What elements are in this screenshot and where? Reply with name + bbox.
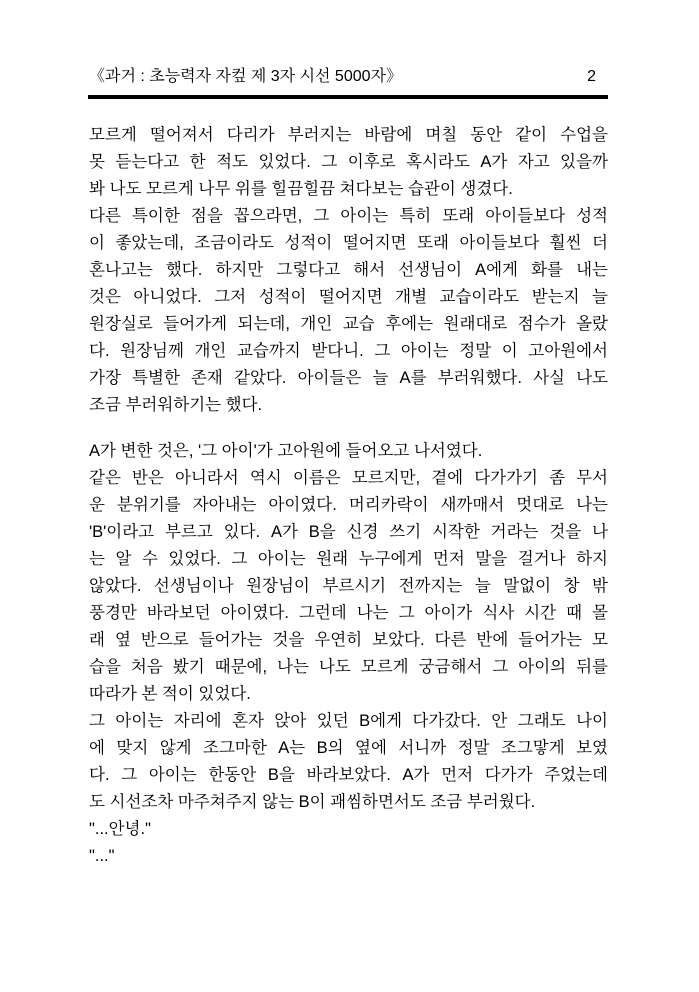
text-line: 도 시선조차 마주쳐주지 않는 B이 괘씸하면서도 조금 부러웠다. [89, 793, 536, 811]
page-number: 2 [587, 68, 596, 85]
text-line: "...안녕." [89, 820, 151, 838]
text-line: 조금 부러워하기는 했다. [89, 396, 263, 414]
text-line: 혼나고는 했다. 하지만 그렇다고 해서 선생님이 A에게 화를 내는 [89, 261, 608, 279]
text-line: A가 변한 것은, '그 아이'가 고아원에 들어오고 나서였다. [89, 442, 483, 460]
text-line: 그 아이는 자리에 혼자 앉아 있던 B에게 다가갔다. 안 그래도 나이 [89, 712, 608, 730]
header-divider [88, 95, 608, 99]
text-line: 다. 그 아이는 한동안 B을 바라보았다. A가 먼저 다가가 주었는데 [89, 766, 608, 784]
text-line: 는 알 수 있었다. 그 아이는 원래 누구에게 먼저 말을 걸거나 하지 [89, 550, 608, 568]
text-line: 같은 반은 아니라서 역시 이름은 모르지만, 곁에 다가가기 좀 무서 [89, 469, 608, 487]
text-line: 것은 아니었다. 그저 성적이 떨어지면 개별 교습이라도 받는지 늘 [89, 288, 608, 306]
text-line: 모르게 떨어져서 다리가 부러지는 바람에 며칠 동안 같이 수업을 [89, 126, 608, 144]
text-line: 에 맞지 않게 조그마한 A는 B의 옆에 서니까 정말 조그맣게 보였 [89, 739, 608, 757]
text-line: 다른 특이한 점을 꼽으라면, 그 아이는 특히 또래 아이들보다 성적 [89, 207, 608, 225]
document-body [89, 122, 608, 870]
document-header [89, 66, 608, 88]
text-line: 봐 나도 모르게 나무 위를 힐끔힐끔 쳐다보는 습관이 생겼다. [89, 180, 513, 198]
text-line: 습을 처음 봤기 때문에, 나는 나도 모르게 궁금해서 그 아이의 뒤를 [89, 658, 608, 676]
text-line: 않았다. 선생님이나 원장님이 부르시기 전까지는 늘 말없이 창 밖 [89, 577, 608, 595]
text-line: 가장 특별한 존재 같았다. 아이들은 늘 A를 부러워했다. 사실 나도 [89, 369, 608, 387]
text-line: 원장실로 들어가게 되는데, 개인 교습 후에는 원래대로 점수가 올랐 [89, 315, 608, 333]
text-line: 따라가 본 적이 있었다. [89, 685, 251, 703]
text-line: 다. 원장님께 개인 교습까지 받다니. 그 아이는 정말 이 고아원에서 [89, 342, 608, 360]
document-title: 《과거 : 초능력자 자컾 제 3자 시선 5000자》 [89, 68, 402, 85]
text-line: 풍경만 바라보던 아이였다. 그런데 나는 그 아이가 식사 시간 때 몰 [89, 604, 608, 622]
text-line: 못 듣는다고 한 적도 있었다. 그 이후로 혹시라도 A가 자고 있을까 [89, 153, 608, 171]
text-line: 'B'이라고 부르고 있다. A가 B을 신경 쓰기 시작한 거라는 것을 나 [89, 523, 608, 541]
text-line: 운 분위기를 자아내는 아이였다. 머리카락이 새까매서 멋대로 나는 [89, 496, 608, 514]
text-line: 이 좋았는데, 조금이라도 성적이 떨어지면 또래 아이들보다 훨씬 더 [89, 234, 608, 252]
blank-line [89, 419, 608, 438]
text-line: "..." [89, 847, 115, 865]
text-line: 래 옆 반으로 들어가는 것을 우연히 보았다. 다른 반에 들어가는 모 [89, 631, 608, 649]
